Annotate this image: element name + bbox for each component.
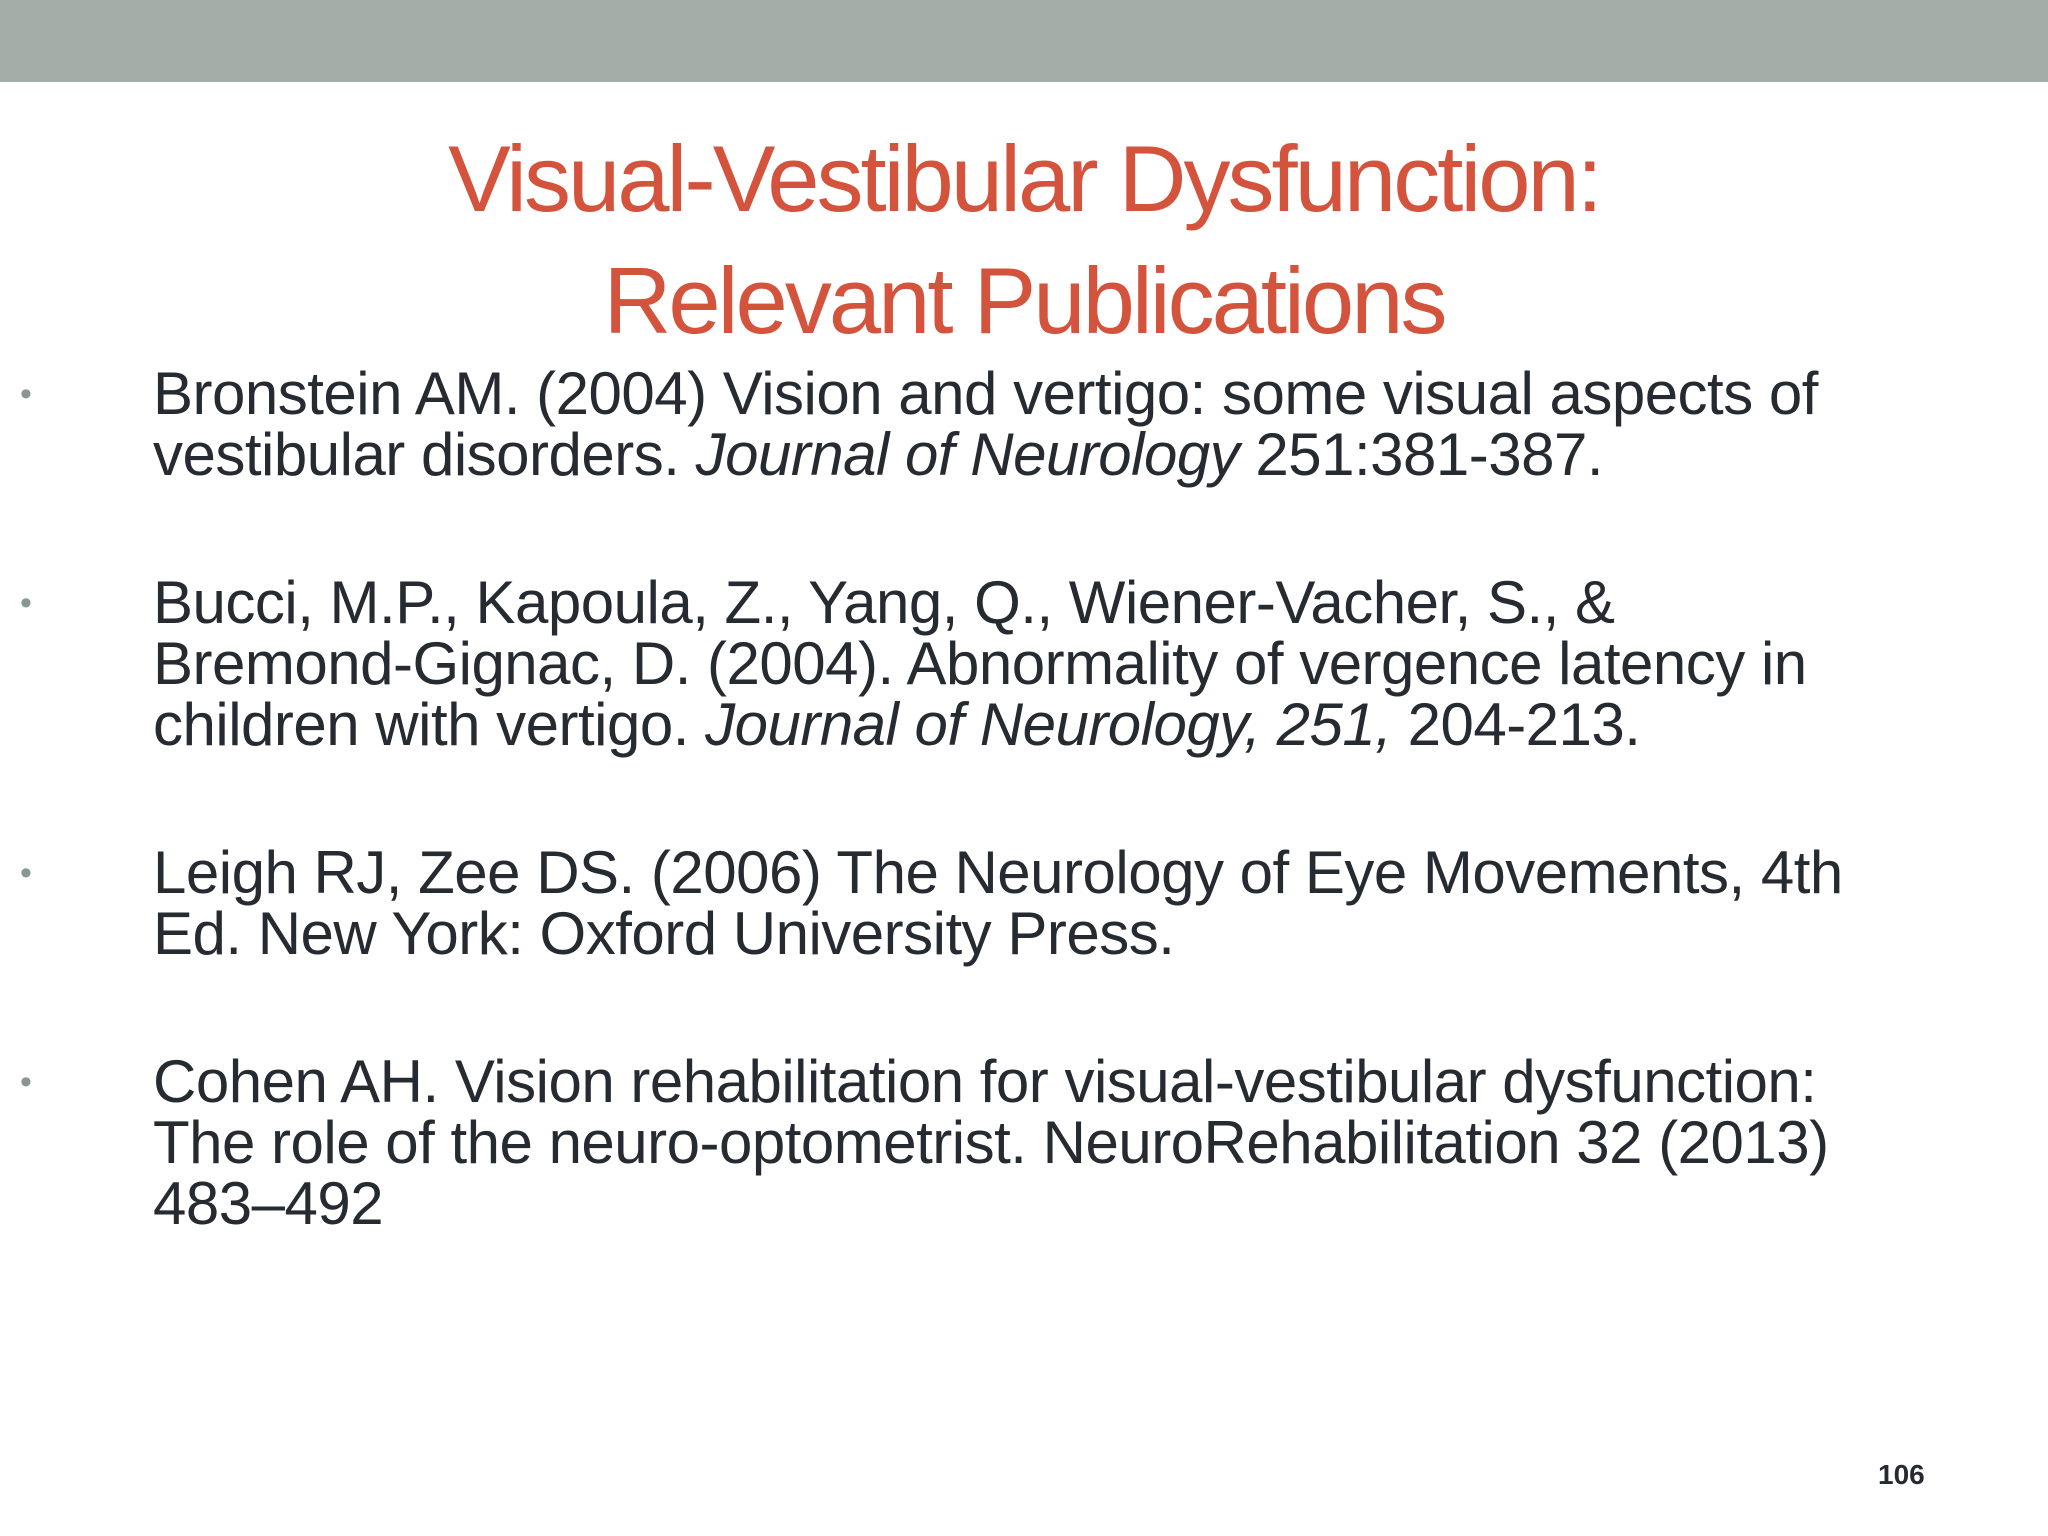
reference-item-2 bbox=[0, 569, 2048, 758]
reference-line-text: Bremond-Gignac, D. (2004). Abnormality of vergence latency in bbox=[153, 630, 1807, 697]
reference-item-1 bbox=[0, 360, 2048, 488]
bullet-icon: • bbox=[20, 584, 32, 622]
reference-line bbox=[153, 630, 1953, 697]
reference-text bbox=[153, 839, 1953, 967]
reference-line-text: vestibular disorders. bbox=[153, 421, 696, 488]
reference-text bbox=[153, 569, 1953, 758]
bullet-icon: • bbox=[20, 1063, 32, 1101]
reference-line-text: children with vertigo. bbox=[153, 691, 706, 758]
journal-name: Journal of Neurology bbox=[695, 421, 1240, 488]
reference-list bbox=[0, 360, 2048, 1321]
slide-title bbox=[0, 118, 2048, 362]
citation-pages: 251:381-387. bbox=[1239, 421, 1604, 488]
reference-line bbox=[153, 1170, 1953, 1237]
reference-item-4 bbox=[0, 1048, 2048, 1237]
slide-title-line-1: Visual-Vestibular Dysfunction: bbox=[448, 126, 1600, 231]
bullet-icon: • bbox=[20, 375, 32, 413]
reference-text bbox=[153, 1048, 1953, 1237]
reference-line bbox=[153, 360, 1953, 427]
reference-line-text: Bucci, M.P., Kapoula, Z., Yang, Q., Wiener-Vacher, S., & bbox=[153, 569, 1615, 636]
reference-line bbox=[153, 839, 1953, 906]
top-band bbox=[0, 0, 2048, 82]
reference-line-text: The role of the neuro-optometrist. NeuroRehabilitation 32 (2013) bbox=[153, 1109, 1829, 1176]
slide-title-line-2: Relevant Publications bbox=[603, 248, 1445, 353]
reference-line bbox=[153, 569, 1953, 636]
reference-line bbox=[153, 1048, 1953, 1115]
reference-line bbox=[153, 421, 1953, 488]
reference-line bbox=[153, 1109, 1953, 1176]
reference-line-text: Bronstein AM. (2004) Vision and vertigo: some visual aspects of bbox=[153, 360, 1818, 427]
bullet-icon: • bbox=[20, 854, 32, 892]
reference-line-text: Cohen AH. Vision rehabilitation for visual-vestibular dysfunction: bbox=[153, 1048, 1817, 1115]
reference-text bbox=[153, 360, 1953, 488]
page-number: 106 bbox=[1878, 1459, 1925, 1490]
reference-line-text: Ed. New York: Oxford University Press. bbox=[153, 900, 1175, 967]
reference-line-text: 483–492 bbox=[153, 1170, 384, 1237]
reference-line-text: Leigh RJ, Zee DS. (2006) The Neurology of Eye Movements, 4th bbox=[153, 839, 1843, 906]
journal-name: Journal of Neurology, 251, bbox=[705, 691, 1392, 758]
citation-pages: 204-213. bbox=[1391, 691, 1641, 758]
reference-line bbox=[153, 691, 1953, 758]
reference-line bbox=[153, 900, 1953, 967]
reference-item-3 bbox=[0, 839, 2048, 967]
